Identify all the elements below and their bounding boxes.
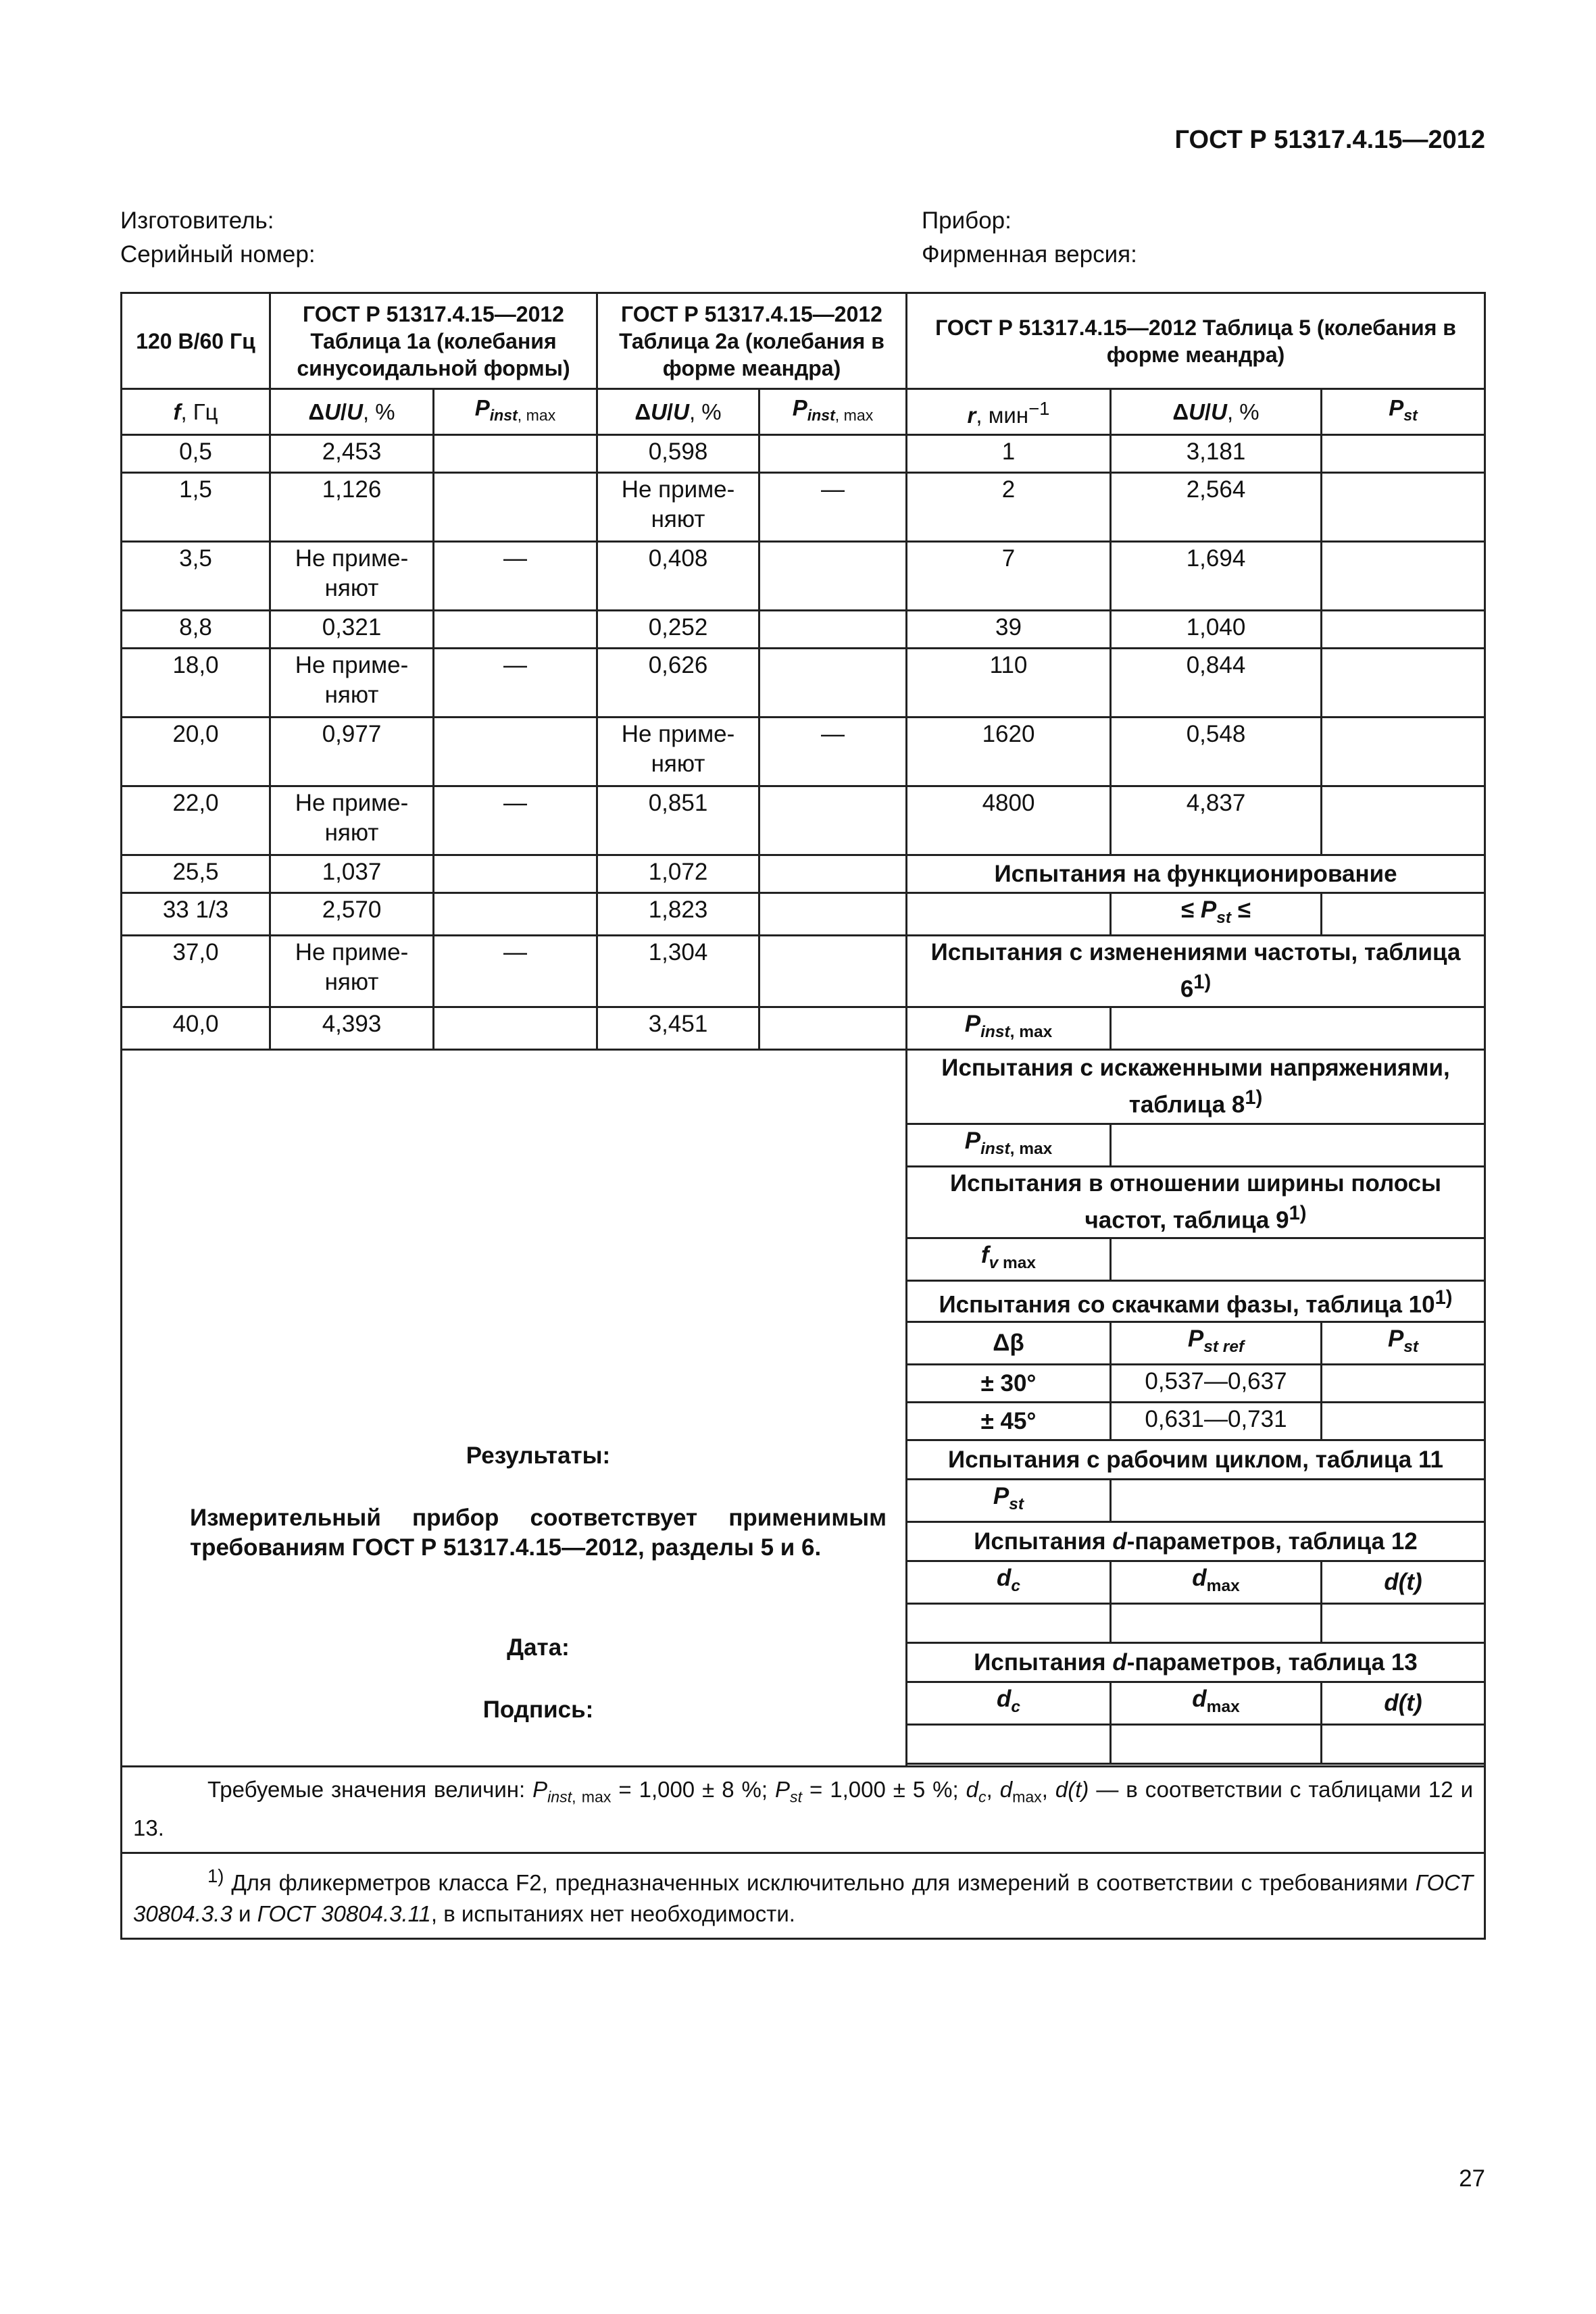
table-cell: 1,823 xyxy=(597,893,759,936)
dmax-header: $d_{max}$ xyxy=(1111,1561,1322,1604)
table-cell: — xyxy=(434,542,597,611)
col-r-header: r, мин$^{-1}$ xyxy=(907,389,1111,435)
col-du-header-1a: ΔU/U, % xyxy=(270,389,434,435)
table-cell: 20,0 xyxy=(122,718,270,786)
results-title: Результаты: xyxy=(466,1442,611,1469)
table-cell xyxy=(759,936,907,1007)
table-cell: 2,564 xyxy=(1111,473,1322,542)
table-cell xyxy=(1322,1725,1485,1764)
table-cell xyxy=(434,611,597,649)
results-text: Измерительный прибор соответствует применимым требованиям ГОСТ Р 51317.4.15—2012, разделы 5 и 6. xyxy=(190,1505,887,1561)
table-cell: Не приме-няют xyxy=(270,786,434,855)
dc-header: $d_c$ xyxy=(907,1561,1111,1604)
page-number: 27 xyxy=(1459,2165,1485,2192)
table-cell xyxy=(1111,1007,1485,1049)
phase-delta-header: Δβ xyxy=(907,1322,1111,1365)
manufacturer-label: Изготовитель: xyxy=(120,207,274,234)
table-cell: 1,5 xyxy=(122,473,270,542)
table-cell xyxy=(434,1007,597,1049)
table-cell: 22,0 xyxy=(122,786,270,855)
device-label: Прибор: xyxy=(922,207,1012,234)
table-cell: 3,5 xyxy=(122,542,270,611)
table-cell: 3,181 xyxy=(1111,435,1322,473)
table-cell xyxy=(759,611,907,649)
col-pinst-header-1a: $P_{inst, max}$ xyxy=(434,389,597,435)
table-cell xyxy=(434,435,597,473)
table-cell: 33 1/3 xyxy=(122,893,270,936)
phase-test-title: Испытания со скачками фазы, таблица 10$^{1)}$ xyxy=(907,1280,1485,1322)
fv-max-label: $f_v$ $_{max}$ xyxy=(907,1238,1111,1280)
pinst-max-label: $P_{inst, max}$ xyxy=(907,1007,1111,1049)
table-cell: 0,598 xyxy=(597,435,759,473)
table-cell: 0,844 xyxy=(1111,649,1322,718)
table-cell xyxy=(759,855,907,893)
table-cell xyxy=(1111,1480,1485,1522)
d-param-13-title: Испытания d-параметров, таблица 13 xyxy=(907,1643,1485,1682)
table-cell xyxy=(1111,1238,1485,1280)
col-pst-header: $P_{st}$ xyxy=(1322,389,1485,435)
test-report-table xyxy=(120,292,1486,1940)
table-cell xyxy=(1322,649,1485,718)
col-frequency-header: f, Гц xyxy=(122,389,270,435)
pst-ref-header: $P_{st ref}$ xyxy=(1111,1322,1322,1365)
table-cell: — xyxy=(434,936,597,1007)
table-cell: 40,0 xyxy=(122,1007,270,1049)
table-cell xyxy=(759,542,907,611)
table-cell: 18,0 xyxy=(122,649,270,718)
dmax-header: $d_{max}$ xyxy=(1111,1682,1322,1725)
table-cell: 1 xyxy=(907,435,1111,473)
table-cell: 1,037 xyxy=(270,855,434,893)
table-cell xyxy=(1322,473,1485,542)
table-cell: 0,252 xyxy=(597,611,759,649)
table-cell: Не приме-няют xyxy=(597,473,759,542)
table-cell: Не приме-няют xyxy=(270,936,434,1007)
col-du-header-5: ΔU/U, % xyxy=(1111,389,1322,435)
required-values-note: Требуемые значения величин: $P_{inst, max} = 1,000 \pm 8$ %; $P_{st} = 1,000 \pm 5$ %; $d_c$, $d_{max}$, d(t) — в соответствии с таблицами 12 и 13. xyxy=(122,1767,1485,1853)
table-cell xyxy=(759,893,907,936)
table-cell: 0,548 xyxy=(1111,718,1322,786)
table-cell xyxy=(1111,1124,1485,1166)
table-cell xyxy=(1322,1365,1485,1403)
distortion-test-title: Испытания с искаженными напряжениями, таблица 8$^{1)}$ xyxy=(907,1049,1485,1124)
table-cell: 8,8 xyxy=(122,611,270,649)
table-cell xyxy=(907,1725,1111,1764)
table-cell xyxy=(759,649,907,718)
table-2a-header: ГОСТ Р 51317.4.15—2012 Таблица 2а (колебания в форме меандра) xyxy=(597,293,907,389)
d-param-12-title: Испытания d-параметров, таблица 12 xyxy=(907,1522,1485,1561)
table-cell xyxy=(1322,1403,1485,1440)
table-cell: — xyxy=(434,786,597,855)
table-cell: 1,304 xyxy=(597,936,759,1007)
table-cell: 1,694 xyxy=(1111,542,1322,611)
table-cell xyxy=(1322,1604,1485,1643)
table-cell: — xyxy=(434,649,597,718)
firmware-label: Фирменная версия: xyxy=(922,241,1137,268)
table-cell: 37,0 xyxy=(122,936,270,1007)
table-cell: 1,040 xyxy=(1111,611,1322,649)
table-cell xyxy=(434,855,597,893)
table-cell: 4,837 xyxy=(1111,786,1322,855)
table-cell: 0,631—0,731 xyxy=(1111,1403,1322,1440)
results-block xyxy=(122,1049,907,1767)
table-cell: 3,451 xyxy=(597,1007,759,1049)
table-cell: 0,537—0,637 xyxy=(1111,1365,1322,1403)
table-cell: 0,5 xyxy=(122,435,270,473)
pst-label: $P_{st}$ xyxy=(907,1480,1111,1522)
table-cell xyxy=(759,435,907,473)
table-cell: 7 xyxy=(907,542,1111,611)
duty-cycle-test-title: Испытания с рабочим циклом, таблица 11 xyxy=(907,1440,1485,1480)
table-cell xyxy=(1322,542,1485,611)
table-cell: 0,851 xyxy=(597,786,759,855)
table-cell: Не приме-няют xyxy=(270,649,434,718)
table-cell: 0,321 xyxy=(270,611,434,649)
table-cell: 0,626 xyxy=(597,649,759,718)
pinst-max-label: $P_{inst, max}$ xyxy=(907,1124,1111,1166)
table-cell xyxy=(1322,611,1485,649)
table-cell xyxy=(434,718,597,786)
table-cell: 2 xyxy=(907,473,1111,542)
table-cell: 4800 xyxy=(907,786,1111,855)
table-cell: 2,453 xyxy=(270,435,434,473)
table-cell: 2,570 xyxy=(270,893,434,936)
dt-header: d(t) xyxy=(1322,1561,1485,1604)
frequency-test-title: Испытания с изменениями частоты, таблица 6$^{1)}$ xyxy=(907,936,1485,1007)
table-cell: 0,408 xyxy=(597,542,759,611)
signature-label: Подпись: xyxy=(482,1696,594,1724)
document-code: ГОСТ Р 51317.4.15—2012 xyxy=(1174,126,1485,154)
col-du-header-2a: ΔU/U, % xyxy=(597,389,759,435)
functional-test-title: Испытания на функционирование xyxy=(907,855,1485,893)
date-label: Дата: xyxy=(507,1634,570,1661)
table-cell: — xyxy=(759,473,907,542)
dt-header: d(t) xyxy=(1322,1682,1485,1725)
table-cell: 0,977 xyxy=(270,718,434,786)
table-cell: 4,393 xyxy=(270,1007,434,1049)
table-5-header: ГОСТ Р 51317.4.15—2012 Таблица 5 (колебания в форме меандра) xyxy=(907,293,1485,389)
table-cell xyxy=(759,786,907,855)
table-cell xyxy=(1322,893,1485,936)
pst-header: $P_{st}$ xyxy=(1322,1322,1485,1365)
mode-header: 120 В/60 Гц xyxy=(122,293,270,389)
table-cell: 110 xyxy=(907,649,1111,718)
table-cell xyxy=(434,893,597,936)
table-cell: Не приме-няют xyxy=(597,718,759,786)
phase-row-label: ± 45° xyxy=(907,1403,1111,1440)
col-pinst-header-2a: $P_{inst, max}$ xyxy=(759,389,907,435)
serial-label: Серийный номер: xyxy=(120,241,316,268)
table-cell xyxy=(434,473,597,542)
table-cell: Не приме-няют xyxy=(270,542,434,611)
table-cell xyxy=(1322,786,1485,855)
table-cell: — xyxy=(759,718,907,786)
table-cell xyxy=(759,1007,907,1049)
functional-condition: ≤ $P_{st}$ ≤ xyxy=(1111,893,1322,936)
dc-header: $d_c$ xyxy=(907,1682,1111,1725)
table-cell xyxy=(907,1604,1111,1643)
table-cell: 25,5 xyxy=(122,855,270,893)
table-cell xyxy=(1111,1725,1322,1764)
bandwidth-test-title: Испытания в отношении ширины полосы частот, таблица 9$^{1)}$ xyxy=(907,1166,1485,1238)
table-cell: 39 xyxy=(907,611,1111,649)
table-cell: 1620 xyxy=(907,718,1111,786)
footnote: $^{1)}$ Для фликерметров класса F2, предназначенных исключительно для измерений в соответствии с требованиями ГОСТ 30804.3.3 и ГОСТ 30804.3.11, в испытаниях нет необходимости. xyxy=(122,1853,1485,1938)
table-cell xyxy=(907,893,1111,936)
table-cell xyxy=(1111,1604,1322,1643)
table-cell xyxy=(1322,435,1485,473)
table-cell: 1,126 xyxy=(270,473,434,542)
table-cell: 1,072 xyxy=(597,855,759,893)
phase-row-label: ± 30° xyxy=(907,1365,1111,1403)
table-cell xyxy=(1322,718,1485,786)
table-1a-header: ГОСТ Р 51317.4.15—2012 Таблица 1а (колебания синусоидальной формы) xyxy=(270,293,597,389)
